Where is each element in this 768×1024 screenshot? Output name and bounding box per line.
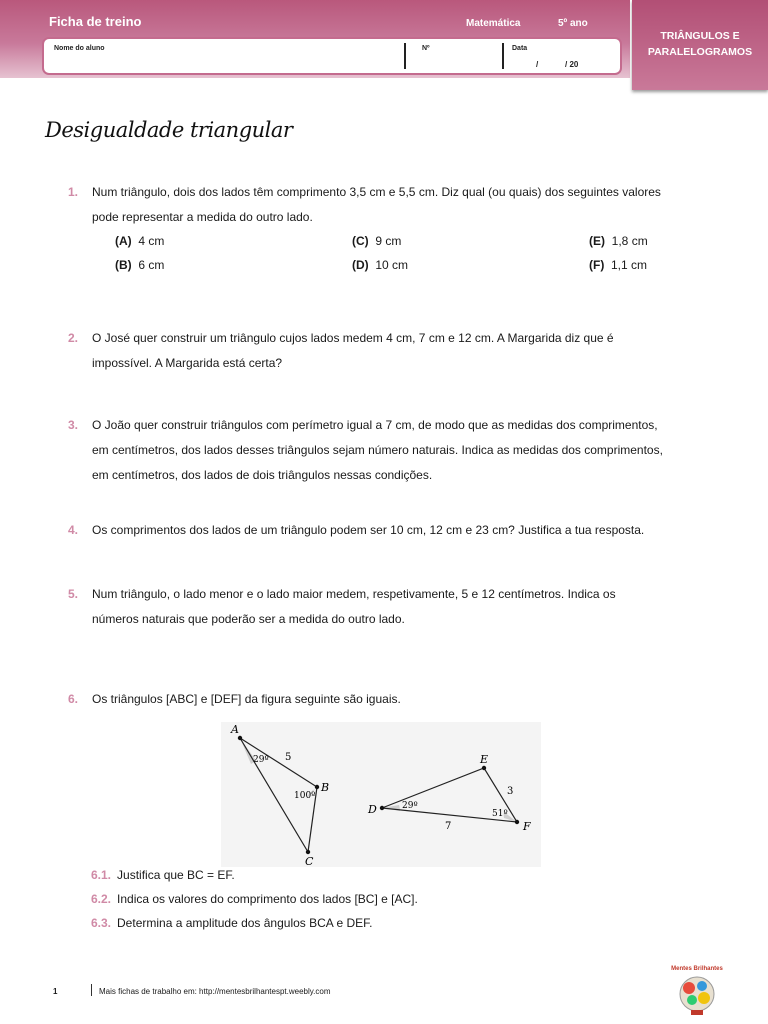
side-df-label: 7 [445,821,452,832]
question-text-line: Os triângulos [ABC] e [DEF] da figura seguinte são iguais. [92,692,401,706]
angle-d-label: 29º [402,801,418,811]
logo-gear [683,982,695,994]
worksheet-title: Ficha de treino [49,14,142,29]
question-6 [68,687,728,712]
subquestion-6-3: 6.3. Determina a amplitude dos ângulos BCA e DEF. [91,916,373,930]
student-name-label: Nome do aluno [54,45,105,52]
date-label: Data [512,45,528,52]
logo-head [680,977,714,1011]
question-2 [68,326,728,376]
divider [502,43,504,69]
option-b: (B) 6 cm [115,258,165,272]
vertex-a [238,736,242,740]
label-c: C [305,855,314,867]
divider [404,43,406,69]
question-number: 6. [68,692,79,706]
label-e: E [480,753,489,766]
question-text-line: Os comprimentos dos lados de um triângulo podem ser 10 cm, 12 cm e 23 cm? Justifica a tua resposta. [92,523,645,537]
footer-divider [91,984,92,996]
question-text-line: em centímetros, dos lados desses triângulos sejam número naturais. Indica as medidas dos comprimentos, [92,443,663,457]
question-4 [68,518,728,543]
label-d: D [368,803,377,816]
question-text-line: Num triângulo, dois dos lados têm comprimento 3,5 cm e 5,5 cm. Diz qual (ou quais) dos seguintes valores [92,185,661,199]
student-info-box [42,37,622,75]
option-a: (A) 4 cm [115,234,165,248]
logo-gear [698,992,710,1004]
side-ef-label: 3 [507,786,514,797]
question-text-line: O João quer construir triângulos com perímetro igual a 7 cm, de modo que as medidas dos comprimentos, [92,418,658,432]
date-year: / 20 [565,60,579,69]
question-text-line: em centímetros, dos lados de dois triângulos nessas condições. [92,468,433,482]
question-text-line: Num triângulo, o lado menor e o lado maior medem, respetivamente, 5 e 12 centímetros. Indica os [92,587,616,601]
option-d: (D) 10 cm [352,258,409,272]
option-c: (C) 9 cm [352,234,402,248]
date-slash: / [536,60,539,69]
topic-box [632,0,768,90]
side-ab-label: 5 [285,752,292,763]
question-number: 2. [68,331,79,345]
grade-label: 5º ano [558,18,588,29]
vertex-c [306,850,310,854]
logo-gear [697,981,707,991]
vertex-f [515,820,519,824]
question-3 [68,413,728,488]
question-text-line: O José quer construir um triângulo cujos lados medem 4 cm, 7 cm e 12 cm. A Margarida diz que é [92,331,614,345]
label-f: F [523,820,531,833]
subject-label: Matemática [466,18,521,29]
section-title: Desigualdade triangular [45,118,293,142]
question-text-line: números naturais que poderão ser a medida do outro lado. [92,612,405,626]
question-number: 3. [68,418,79,432]
page-number: 1 [53,987,58,996]
mentes-brilhantes-logo [664,962,730,1016]
logo-gear [687,995,697,1005]
option-e: (E) 1,8 cm [589,234,648,248]
question-1 [68,180,728,230]
vertex-e [482,766,486,770]
logo-base [691,1010,703,1015]
option-f: (F) 1,1 cm [589,258,648,272]
angle-b-label: 100º [294,791,316,801]
question-text-line: pode representar a medida do outro lado. [92,210,313,224]
label-a: A [231,723,239,736]
subquestion-6-1: 6.1. Justifica que BC = EF. [91,868,235,882]
subquestion-6-2: 6.2. Indica os valores do comprimento dos lados [BC] e [AC]. [91,892,418,906]
figure-background [221,722,541,867]
topic-line-2: PARALELOGRAMOS [647,46,753,58]
number-label: Nº [422,45,430,52]
question-number: 5. [68,587,79,601]
triangles-figure [221,722,541,867]
question-text-line: impossível. A Margarida está certa? [92,356,283,370]
label-b: B [321,781,330,794]
angle-a-label: 29º [253,755,269,765]
vertex-d [380,806,384,810]
angle-f-label: 51º [492,809,508,819]
topic-line-1: TRIÂNGULOS E [660,30,740,42]
question-number: 1. [68,185,79,199]
question-number: 4. [68,523,79,537]
footer-link-text[interactable]: Mais fichas de trabalho em: http://mentesbrilhantespt.weebly.com [99,987,331,996]
logo-text: Mentes Brilhantes [671,966,723,972]
vertex-b [315,785,319,789]
question-5 [68,582,728,632]
